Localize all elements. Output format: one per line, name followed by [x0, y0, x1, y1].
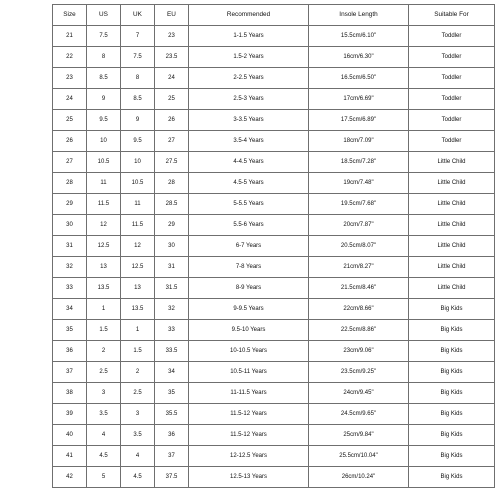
cell-insole-length: 18.5cm/7.28"	[309, 152, 409, 173]
cell-size: 32	[53, 257, 87, 278]
cell-suitable-for: Toddler	[409, 110, 495, 131]
cell-recommended: 1.5-2 Years	[189, 47, 309, 68]
cell-recommended: 9.5-10 Years	[189, 320, 309, 341]
header-uk: UK	[121, 5, 155, 26]
table-row	[53, 362, 495, 383]
cell-insole-length: 25.5cm/10.04"	[309, 446, 409, 467]
cell-us: 4	[87, 425, 121, 446]
cell-size: 42	[53, 467, 87, 488]
cell-size: 33	[53, 278, 87, 299]
cell-us: 1	[87, 299, 121, 320]
cell-eu: 30	[155, 236, 189, 257]
cell-eu: 28.5	[155, 194, 189, 215]
table-row	[53, 26, 495, 47]
cell-uk: 3	[121, 404, 155, 425]
cell-us: 13	[87, 257, 121, 278]
cell-us: 8	[87, 47, 121, 68]
cell-uk: 4.5	[121, 467, 155, 488]
cell-us: 9.5	[87, 110, 121, 131]
cell-insole-length: 16cm/6.30"	[309, 47, 409, 68]
cell-recommended: 10-10.5 Years	[189, 341, 309, 362]
cell-suitable-for: Little Child	[409, 278, 495, 299]
cell-recommended: 5-5.5 Years	[189, 194, 309, 215]
cell-size: 31	[53, 236, 87, 257]
cell-suitable-for: Toddler	[409, 26, 495, 47]
cell-recommended: 11.5-12 Years	[189, 404, 309, 425]
cell-insole-length: 16.5cm/6.50"	[309, 68, 409, 89]
cell-recommended: 6-7 Years	[189, 236, 309, 257]
cell-size: 29	[53, 194, 87, 215]
header-eu: EU	[155, 5, 189, 26]
cell-recommended: 11-11.5 Years	[189, 383, 309, 404]
cell-uk: 2.5	[121, 383, 155, 404]
cell-eu: 28	[155, 173, 189, 194]
cell-us: 4.5	[87, 446, 121, 467]
cell-recommended: 4-4.5 Years	[189, 152, 309, 173]
table-row	[53, 320, 495, 341]
cell-us: 10.5	[87, 152, 121, 173]
cell-recommended: 3.5-4 Years	[189, 131, 309, 152]
cell-size: 40	[53, 425, 87, 446]
cell-us: 3	[87, 383, 121, 404]
cell-insole-length: 25cm/9.84"	[309, 425, 409, 446]
cell-size: 34	[53, 299, 87, 320]
cell-insole-length: 20.5cm/8.07"	[309, 236, 409, 257]
cell-suitable-for: Big Kids	[409, 383, 495, 404]
size-chart-table	[52, 4, 495, 488]
cell-us: 2.5	[87, 362, 121, 383]
cell-recommended: 2.5-3 Years	[189, 89, 309, 110]
cell-eu: 34	[155, 362, 189, 383]
table-row	[53, 215, 495, 236]
cell-suitable-for: Little Child	[409, 215, 495, 236]
cell-recommended: 4.5-5 Years	[189, 173, 309, 194]
cell-insole-length: 18cm/7.09"	[309, 131, 409, 152]
cell-uk: 12.5	[121, 257, 155, 278]
cell-eu: 31	[155, 257, 189, 278]
cell-uk: 1.5	[121, 341, 155, 362]
cell-eu: 23	[155, 26, 189, 47]
cell-recommended: 9-9.5 Years	[189, 299, 309, 320]
cell-size: 28	[53, 173, 87, 194]
cell-eu: 29	[155, 215, 189, 236]
cell-suitable-for: Little Child	[409, 194, 495, 215]
cell-size: 25	[53, 110, 87, 131]
cell-uk: 13	[121, 278, 155, 299]
table-row	[53, 467, 495, 488]
cell-uk: 11	[121, 194, 155, 215]
cell-size: 21	[53, 26, 87, 47]
table-row	[53, 383, 495, 404]
cell-recommended: 3-3.5 Years	[189, 110, 309, 131]
cell-uk: 10	[121, 152, 155, 173]
table-row	[53, 110, 495, 131]
cell-uk: 1	[121, 320, 155, 341]
table-row	[53, 257, 495, 278]
cell-suitable-for: Toddler	[409, 131, 495, 152]
cell-recommended: 12-12.5 Years	[189, 446, 309, 467]
cell-recommended: 1-1.5 Years	[189, 26, 309, 47]
cell-eu: 37	[155, 446, 189, 467]
cell-insole-length: 17.5cm/6.89"	[309, 110, 409, 131]
cell-recommended: 12.5-13 Years	[189, 467, 309, 488]
cell-eu: 33.5	[155, 341, 189, 362]
header-insole-length: Insole Length	[309, 5, 409, 26]
cell-insole-length: 21cm/8.27"	[309, 257, 409, 278]
table-row	[53, 173, 495, 194]
cell-suitable-for: Big Kids	[409, 425, 495, 446]
cell-recommended: 7-8 Years	[189, 257, 309, 278]
cell-eu: 27	[155, 131, 189, 152]
cell-suitable-for: Big Kids	[409, 404, 495, 425]
header-us: US	[87, 5, 121, 26]
cell-suitable-for: Big Kids	[409, 299, 495, 320]
cell-eu: 31.5	[155, 278, 189, 299]
cell-us: 9	[87, 89, 121, 110]
header-suitable-for: Suitable For	[409, 5, 495, 26]
cell-insole-length: 17cm/6.69"	[309, 89, 409, 110]
cell-size: 36	[53, 341, 87, 362]
table-row	[53, 194, 495, 215]
cell-insole-length: 26cm/10.24"	[309, 467, 409, 488]
cell-size: 23	[53, 68, 87, 89]
cell-eu: 25	[155, 89, 189, 110]
cell-suitable-for: Big Kids	[409, 320, 495, 341]
cell-us: 12.5	[87, 236, 121, 257]
cell-us: 8.5	[87, 68, 121, 89]
cell-recommended: 8-9 Years	[189, 278, 309, 299]
cell-us: 1.5	[87, 320, 121, 341]
cell-uk: 2	[121, 362, 155, 383]
cell-size: 22	[53, 47, 87, 68]
cell-eu: 27.5	[155, 152, 189, 173]
cell-suitable-for: Big Kids	[409, 467, 495, 488]
cell-eu: 32	[155, 299, 189, 320]
table-row	[53, 89, 495, 110]
cell-suitable-for: Big Kids	[409, 362, 495, 383]
cell-eu: 24	[155, 68, 189, 89]
cell-size: 27	[53, 152, 87, 173]
cell-suitable-for: Little Child	[409, 152, 495, 173]
cell-insole-length: 19cm/7.48"	[309, 173, 409, 194]
cell-us: 11.5	[87, 194, 121, 215]
cell-uk: 9.5	[121, 131, 155, 152]
cell-size: 24	[53, 89, 87, 110]
cell-recommended: 5.5-6 Years	[189, 215, 309, 236]
cell-insole-length: 21.5cm/8.46"	[309, 278, 409, 299]
table-row	[53, 404, 495, 425]
cell-insole-length: 19.5cm/7.68"	[309, 194, 409, 215]
table-row	[53, 299, 495, 320]
cell-suitable-for: Little Child	[409, 173, 495, 194]
cell-insole-length: 24cm/9.45"	[309, 383, 409, 404]
cell-uk: 7.5	[121, 47, 155, 68]
table-row	[53, 47, 495, 68]
cell-uk: 12	[121, 236, 155, 257]
cell-size: 35	[53, 320, 87, 341]
cell-size: 39	[53, 404, 87, 425]
cell-us: 2	[87, 341, 121, 362]
cell-us: 11	[87, 173, 121, 194]
cell-eu: 26	[155, 110, 189, 131]
table-row	[53, 446, 495, 467]
cell-insole-length: 15.5cm/6.10"	[309, 26, 409, 47]
cell-insole-length: 23.5cm/9.25"	[309, 362, 409, 383]
header-recommended: Recommended	[189, 5, 309, 26]
cell-eu: 36	[155, 425, 189, 446]
cell-insole-length: 22cm/8.66"	[309, 299, 409, 320]
cell-suitable-for: Little Child	[409, 257, 495, 278]
cell-us: 3.5	[87, 404, 121, 425]
cell-uk: 3.5	[121, 425, 155, 446]
table-row	[53, 341, 495, 362]
cell-size: 26	[53, 131, 87, 152]
cell-suitable-for: Toddler	[409, 89, 495, 110]
cell-insole-length: 23cm/9.06"	[309, 341, 409, 362]
cell-us: 10	[87, 131, 121, 152]
cell-suitable-for: Toddler	[409, 68, 495, 89]
header-size: Size	[53, 5, 87, 26]
cell-eu: 23.5	[155, 47, 189, 68]
cell-recommended: 2-2.5 Years	[189, 68, 309, 89]
cell-us: 12	[87, 215, 121, 236]
cell-insole-length: 24.5cm/9.65"	[309, 404, 409, 425]
cell-size: 37	[53, 362, 87, 383]
cell-size: 30	[53, 215, 87, 236]
cell-recommended: 11.5-12 Years	[189, 425, 309, 446]
cell-suitable-for: Big Kids	[409, 341, 495, 362]
table-row	[53, 278, 495, 299]
cell-size: 41	[53, 446, 87, 467]
cell-uk: 8	[121, 68, 155, 89]
cell-uk: 4	[121, 446, 155, 467]
cell-us: 13.5	[87, 278, 121, 299]
cell-eu: 37.5	[155, 467, 189, 488]
table-row	[53, 425, 495, 446]
cell-suitable-for: Big Kids	[409, 446, 495, 467]
cell-eu: 35.5	[155, 404, 189, 425]
size-chart-body	[53, 26, 495, 488]
cell-insole-length: 20cm/7.87"	[309, 215, 409, 236]
cell-size: 38	[53, 383, 87, 404]
cell-uk: 10.5	[121, 173, 155, 194]
cell-recommended: 10.5-11 Years	[189, 362, 309, 383]
cell-uk: 13.5	[121, 299, 155, 320]
cell-uk: 11.5	[121, 215, 155, 236]
cell-uk: 9	[121, 110, 155, 131]
cell-us: 5	[87, 467, 121, 488]
table-row	[53, 131, 495, 152]
cell-suitable-for: Little Child	[409, 236, 495, 257]
table-row	[53, 152, 495, 173]
cell-eu: 35	[155, 383, 189, 404]
table-row	[53, 236, 495, 257]
cell-insole-length: 22.5cm/8.86"	[309, 320, 409, 341]
cell-us: 7.5	[87, 26, 121, 47]
cell-eu: 33	[155, 320, 189, 341]
cell-suitable-for: Toddler	[409, 47, 495, 68]
cell-uk: 7	[121, 26, 155, 47]
table-row	[53, 68, 495, 89]
cell-uk: 8.5	[121, 89, 155, 110]
header-row	[53, 5, 495, 26]
